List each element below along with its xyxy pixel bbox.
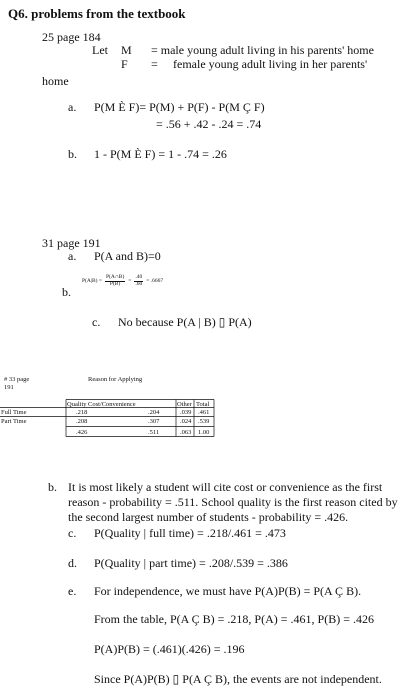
fraction-numerator: P(A∩B): [105, 274, 125, 280]
equals-sign: =: [128, 278, 132, 284]
cell: .426: [76, 429, 88, 436]
p33-e-table-values: From the table, P(A Ç B) = .218, P(A) = .461, P(B) = .426: [94, 612, 374, 626]
cell: .461: [198, 409, 210, 416]
col-total: Total: [196, 401, 210, 408]
cell: .204: [148, 409, 160, 416]
home-word: home: [42, 74, 69, 88]
cell: 1.00: [198, 429, 210, 436]
p33-e-label: e.: [68, 584, 77, 598]
cell: .063: [180, 429, 192, 436]
p33-d-text: P(Quality | part time) = .208/.539 = .386: [94, 556, 288, 570]
part-a-result: = .56 + .42 - .24 = .74: [156, 117, 262, 131]
f-definition: female young adult living in her parents': [173, 57, 368, 71]
cell: .024: [180, 418, 192, 425]
p31-c-label: c.: [92, 315, 101, 329]
part-a-formula: P(M È F)= P(M) + P(F) - P(M Ç F): [94, 100, 265, 114]
p31-b-formula: [82, 275, 163, 287]
fraction-value-denominator: .60: [135, 280, 143, 287]
p33-c-text: P(Quality | full time) = .218/.461 = .473: [94, 526, 286, 540]
m-definition: = male young adult living in his parents' home: [151, 43, 374, 57]
cell: .218: [76, 409, 88, 416]
cond-prob-lhs: P(A|B) =: [82, 278, 102, 284]
cell: .208: [76, 418, 88, 425]
part-b-formula: 1 - P(M È F) = 1 - .74 = .26: [94, 147, 227, 161]
p33-b-label: b.: [48, 480, 57, 494]
cell: .539: [198, 418, 210, 425]
p31-b-label: b.: [62, 285, 71, 299]
m-variable: M: [121, 43, 132, 57]
p31-a-label: a.: [68, 249, 77, 263]
cell: .511: [148, 429, 160, 436]
part-a-label: a.: [68, 100, 77, 114]
p33-e-text: For independence, we must have P(A)P(B) = P(A Ç B).: [94, 584, 362, 598]
table-title: Reason for Applying: [88, 376, 143, 383]
reason-table: [0, 399, 215, 465]
problem-25-ref: 25 page 184: [42, 30, 101, 44]
problem-33-ref-page: 191: [4, 384, 14, 391]
problem-33-ref: # 33 page: [4, 376, 30, 383]
fraction-values: [134, 275, 143, 287]
part-b-label: b.: [68, 147, 77, 161]
p33-c-label: c.: [68, 526, 77, 540]
col-quality: Quality: [67, 401, 87, 408]
cell: .039: [180, 409, 192, 416]
let-label: Let: [92, 43, 108, 57]
p31-c-text: No because P(A | B) ▯ P(A): [118, 315, 252, 329]
section-title: Q6. problems from the textbook: [8, 6, 186, 21]
cell: .307: [148, 418, 160, 425]
p33-d-label: d.: [68, 556, 77, 570]
p31-a-formula: P(A and B)=0: [94, 249, 161, 263]
col-other: Other: [177, 401, 192, 408]
f-variable: F: [121, 57, 128, 71]
fraction-value-numerator: .40: [135, 274, 143, 280]
row-label-full-time: Full Time: [1, 409, 27, 416]
p33-e-conclusion: Since P(A)P(B) ▯ P(A Ç B), the events are not independent.: [94, 672, 382, 686]
p33-e-product: P(A)P(B) = (.461)(.426) = .196: [94, 642, 245, 656]
p33-b-text: It is most likely a student will cite cost or convenience as the first reason - probability = .511. School quality is the first reason cited by the second largest number of students - probability = .426.: [68, 480, 398, 524]
col-cost: Cost/Convenience: [88, 401, 136, 408]
f-equals: =: [151, 57, 158, 71]
fraction-intersection: [105, 275, 125, 287]
fraction-denominator: P(B): [109, 280, 121, 287]
cond-prob-result: = .6667: [146, 278, 164, 284]
row-label-part-time: Part Time: [1, 418, 27, 425]
problem-31-ref: 31 page 191: [42, 236, 101, 250]
